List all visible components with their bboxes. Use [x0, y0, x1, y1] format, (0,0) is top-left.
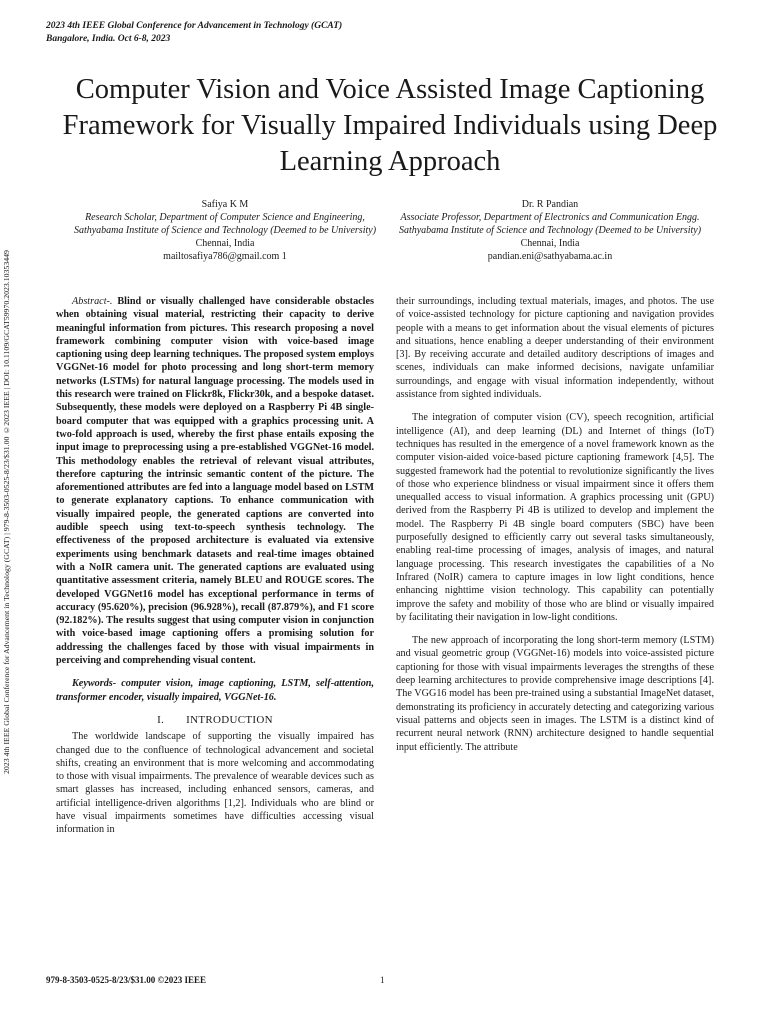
author-name: Dr. R Pandian — [521, 199, 579, 210]
section-heading-introduction — [56, 714, 374, 727]
right-column — [396, 295, 714, 764]
section-title: INTRODUCTION — [186, 713, 273, 726]
paper-title: Computer Vision and Voice Assisted Image Captioning Framework for Visually Impaired Individuals using Deep Learning Approach — [62, 74, 718, 177]
author-email: mailtosafiya786@gmail.com 1 — [163, 251, 287, 262]
author-block-2 — [385, 198, 715, 263]
author-affiliation: Research Scholar, Department of Computer Science and Engineering, Sathyabama Institute of Science and Technology (Deemed to be University) — [73, 212, 377, 236]
sidebar-doi-text: 2023 4th IEEE Global Conference for Advancement in Technology (GCAT) | 979-8-3503-0525-8/23/$31.00 ©2023 IEEE | DOI: 10.1109/GCAT59970.2023.10353449 — [2, 250, 11, 774]
author-location: Chennai, India — [195, 238, 255, 249]
abstract — [56, 295, 374, 667]
paragraph: their surroundings, including textual materials, images, and photos. The use of voice-assisted technology for picture captioning and navigation provides people with a means to get information about the visual elements of pictures and situations, hence enabling a deeper understanding of their environment [3]. By receiving accurate and detailed auditory descriptions of images and scenes, individuals can make informed decisions, navigate unfamiliar surroundings, and engage with visual information independently, without assistance from sighted individuals. — [396, 296, 714, 401]
abstract-body: Blind or visually challenged have considerable obstacles when obtaining visual material, restricting their capacity to derive meaningful information from pictures. This research proposing a novel framework combining computer vision with voice-based image captioning using deep learning techniques. The proposed system employs VGGNet-16 model for photo processing and long short-term memory networks (LSTMs) for natural language processing. The models used in this research were trained on Flickr8k, Flickr30k, and a bespoke dataset. Subsequently, these models were deployed on a Raspberry Pi 4B single-board computer that was equipped with a graphics processing unit. A two-fold approach is used, whereby the first phase entails exposing the input image to preprocessing using a pre-established VGGNet-16 model. This methodology enables the retrieval of relevant visual attributes, therefore capturing the intrinsic semantic content of the picture. The aforementioned attributes are fed into a language model based on LSTM to generate explanatory captions. To enhance communication with visually impaired people, the generated captions are converted into audible speech using text-to-speech synthesis technology. The effectiveness of the proposed architecture is evaluated via extensive experiments using benchmark datasets and real-time images obtained with a NoIR camera unit. The generated captions are evaluated using quantitative assessment criteria, namely BLEU and ROUGE scores. The developed VGGNet16 model has exceptional performance in terms of accuracy (95.620%), precision (96.928%), recall (87.879%), and F1 score (92.182%). The results suggest that using computer vision in conjunction with voice-based image captioning offers a promising solution for addressing the challenges faced by those with visual impairments in perceiving and comprehending visual content. — [56, 296, 375, 667]
abstract-lead: Abstract-. — [72, 296, 113, 307]
author-email: pandian.eni@sathyabama.ac.in — [487, 251, 613, 262]
author-affiliation: Associate Professor, Department of Electronics and Communication Engg. Sathyabama Institute of Science and Technology (Deemed to be University) — [398, 212, 702, 236]
paragraph: The new approach of incorporating the long short-term memory (LSTM) and visual geometric group (VGGNet-16) models into voice-assisted picture captioning for those with visual impairments leverages the strengths of these deep learning architectures to provide comprehensive image descriptions [4]. The VGG16 model has been pre-trained using a substantial ImageNet dataset, demonstrating its proficiency in accurately detecting and categorizing various visual patterns and objects seen in images. The LSTM is a distinct kind of recurrent neural network (RNN) architecture designed to handle sequential input efficiently. The attribute — [396, 635, 714, 753]
footer-isbn: 979-8-3503-0525-8/23/$31.00 ©2023 IEEE — [46, 975, 206, 985]
conference-header: 2023 4th IEEE Global Conference for Advancement in Technology (GCAT) — [46, 21, 343, 31]
left-column — [56, 295, 374, 847]
paragraph: The integration of computer vision (CV), speech recognition, artificial intelligence (AI), and deep learning (DL) and Internet of things (IoT) techniques has resulted in the emergence of a novel framework known as the computer vision-aided voice-based picture captioning framework [4,5]. The suggested framework had the potential to revolutionize significantly the lives of those who experience blindness or visual impairment since it offers them unequalled access to visual information. A graphics processing unit (GPU) derived from the Raspberry Pi 4B is utilized to develop and implement the model. The Raspberry Pi 4B single board computers (SBC) have been purposefully designed to efficiently carry out several tasks simultaneously, enabling real-time processing of images, analysis of images, and natural language processing. This research investigates the capabilities of a No Infrared (NoIR) camera to capture images in low light conditions, hence enhancing nighttime vision technology. This capability can potentially improve the safety and mobility of those who are blind or visually impaired by facilitating their navigation in low-light conditions. — [396, 412, 714, 623]
conference-location-date: Bangalore, India. Oct 6-8, 2023 — [46, 34, 171, 44]
author-block-1 — [60, 198, 390, 263]
paragraph: The worldwide landscape of supporting the visually impaired has changed due to the confluence of technological advancement and societal shifts, creating an environment that is more welcoming and accommodating to those with visual impairments. The prevalence of wearable devices such as smart glasses has increased, including enhanced sensors, cameras, and artificial intelligence-driven algorithms [1,2]. Individuals who are blind or have visual impairments sometimes have difficulties accessing visual information in — [56, 731, 374, 836]
keywords: Keywords- computer vision, image captioning, LSTM, self-attention, transformer encoder, visually impaired, VGGNet-16. — [56, 678, 374, 703]
author-name: Safiya K M — [201, 199, 249, 210]
author-location: Chennai, India — [520, 238, 580, 249]
page-number: 1 — [380, 975, 385, 985]
section-number: I. — [157, 713, 165, 726]
